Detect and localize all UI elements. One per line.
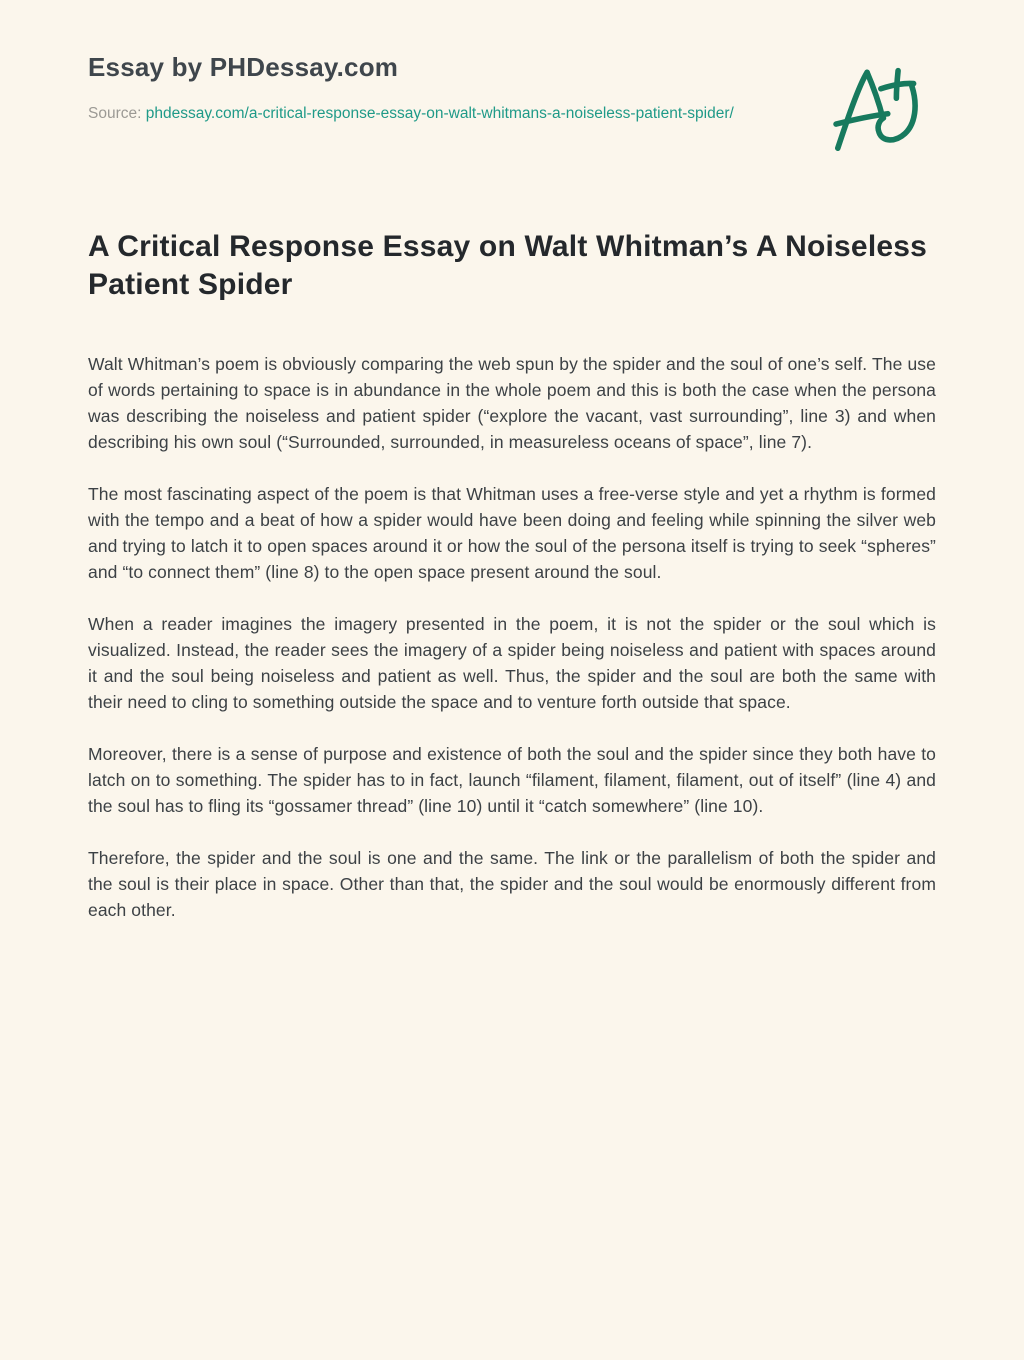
essay-paragraph-2: The most fascinating aspect of the poem is that Whitman uses a free-verse style and yet a rhythm is formed with the tempo and a beat of how a spider would have been doing and feeling while spinning the silver web and trying to latch it to open spaces around it or how the soul of the persona itself is trying to seek “spheres” and “to connect them” (line 8) to the open space present around the soul.: [88, 483, 936, 582]
essay-paragraph-5: Therefore, the spider and the soul is one and the same. The link or the parallelism of both the spider and the soul is their place in space. Other than that, the spider and the soul would be enormously different from each other.: [88, 847, 936, 920]
essay-paragraph-3: When a reader imagines the imagery presented in the poem, it is not the spider or the soul which is visualized. Instead, the reader sees the imagery of a spider being noiseless and patient with spaces around it and the soul being noiseless and patient as well. Thus, the spider and the soul are both the same with their need to cling to something outside the space and to venture forth outside that space.: [88, 613, 936, 712]
aplus-logo-icon: [824, 58, 936, 166]
source-line: [88, 101, 734, 127]
essay-title: A Critical Response Essay on Walt Whitman’s A Noiseless Patient Spider: [88, 230, 928, 302]
source-link[interactable]: phdessay.com/a-critical-response-essay-on-walt-whitmans-a-noiseless-patient-spider/: [145, 105, 734, 122]
site-heading: Essay by PHDessay.com: [88, 52, 399, 82]
source-label: Source:: [88, 105, 142, 122]
page-header: [88, 52, 936, 166]
essay-body: [88, 351, 936, 923]
header-text-block: [88, 52, 734, 127]
essay-paragraph-4: Moreover, there is a sense of purpose and existence of both the soul and the spider since they both have to latch on to something. The spider has to in fact, launch “filament, filament, filament, out of itself” (line 4) and the soul has to fling its “gossamer thread” (line 10) until it “catch somewhere” (line 10).: [88, 743, 936, 816]
essay-content: [88, 228, 936, 923]
essay-paragraph-1: Walt Whitman’s poem is obviously comparing the web spun by the spider and the soul of one’s self. The use of words pertaining to space is in abundance in the whole poem and this is both the case when the persona was describing the noiseless and patient spider (“explore the vacant, vast surrounding”, line 3) and when describing his own soul (“Surrounded, surrounded, in measureless oceans of space”, line 7).: [88, 353, 936, 452]
